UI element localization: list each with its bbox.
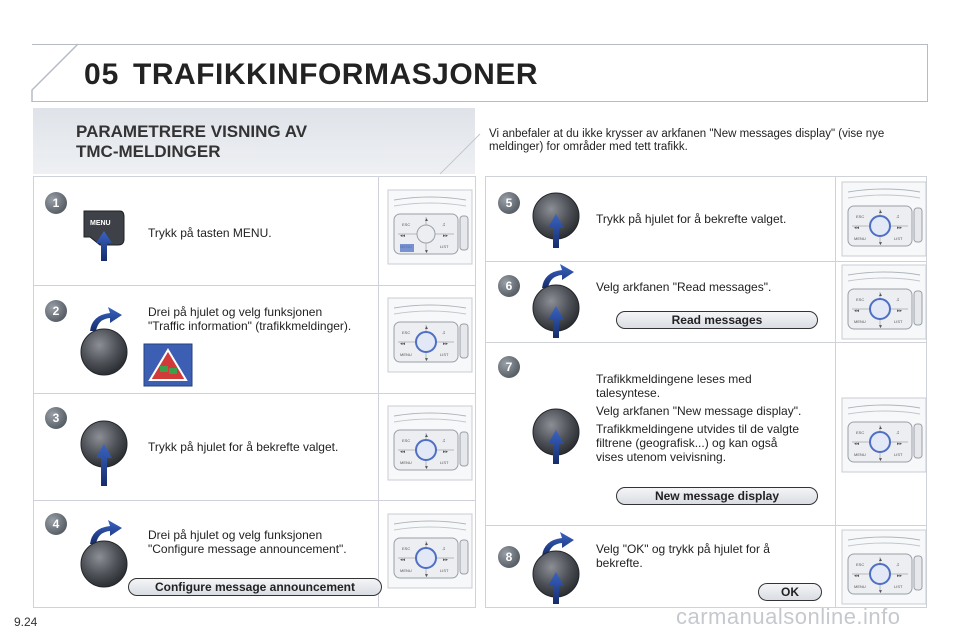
control-panel-illustration xyxy=(842,182,926,256)
knob-press-icon xyxy=(530,406,582,468)
knob-icon xyxy=(78,538,130,590)
chapter-number: 05 xyxy=(84,58,120,91)
control-panel-illustration xyxy=(842,398,926,472)
control-panel-illustration xyxy=(388,514,472,588)
knob-press-icon xyxy=(530,282,582,342)
configure-message-announcement-label: Configure message announcement xyxy=(128,578,382,596)
control-panel-illustration xyxy=(388,406,472,480)
knob-press-icon xyxy=(78,418,130,490)
left-column-divider xyxy=(378,176,379,608)
svg-text:MENU: MENU xyxy=(90,220,111,227)
intro-text: Vi anbefaler at du ikke krysser av arkfanen "New messages display" (vise nye meldinger) for områder med tett trafikk. xyxy=(489,128,885,153)
step-number-badge: 5 xyxy=(498,192,520,214)
control-panel-illustration xyxy=(842,265,926,339)
control-panel-illustration xyxy=(388,190,472,264)
watermark: carmanualsonline.info xyxy=(676,604,901,629)
read-messages-label: Read messages xyxy=(616,311,818,329)
knob-press-icon xyxy=(530,190,582,252)
control-panel-illustration xyxy=(842,530,926,604)
step-number-badge: 4 xyxy=(45,513,67,535)
new-message-display-label: New message display xyxy=(616,487,818,505)
knob-icon xyxy=(78,326,130,378)
traffic-info-icon xyxy=(144,344,192,386)
knob-press-icon xyxy=(530,548,582,608)
step-separator xyxy=(33,393,476,394)
step-separator xyxy=(33,285,476,286)
step-separator xyxy=(485,525,927,526)
step-separator xyxy=(485,342,927,343)
step-5-text: Trykk på hjulet for å bekrefte valget. xyxy=(596,212,787,226)
section-title: PARAMETRERE VISNING AV TMC-MELDINGER xyxy=(76,122,308,161)
step-3-text: Trykk på hjulet for å bekrefte valget. xyxy=(148,440,339,454)
step-6-text: Velg arkfanen "Read messages". xyxy=(596,280,772,294)
page-title: TRAFIKKINFORMASJONER xyxy=(133,58,538,91)
step-number-badge: 1 xyxy=(45,192,67,214)
section-divider xyxy=(0,0,960,200)
step-2-text: Drei på hjulet og velg funksjonen "Traffic information" (trafikkmeldinger). xyxy=(148,305,352,333)
step-7-text: Trafikkmeldingene leses med talesyntese. Velg arkfanen "New message display". Trafikkmeldingene utvides til de valgte filtrene (geografisk...) og kan også vises utenom veivisning. xyxy=(596,372,802,464)
step-1-text: Trykk på tasten MENU. xyxy=(148,226,272,240)
menu-key-icon xyxy=(80,207,128,263)
step-8-text: Velg "OK" og trykk på hjulet for å bekrefte. xyxy=(596,542,770,570)
control-panel-illustration xyxy=(388,298,472,372)
step-4-text: Drei på hjulet og velg funksjonen "Configure message announcement". xyxy=(148,528,347,556)
step-number-badge: 3 xyxy=(45,407,67,429)
step-number-badge: 2 xyxy=(45,300,67,322)
page-number: 9.24 xyxy=(14,615,38,629)
step-number-badge: 7 xyxy=(498,356,520,378)
right-column-divider xyxy=(835,176,836,608)
ok-label: OK xyxy=(758,583,822,601)
step-number-badge: 8 xyxy=(498,546,520,568)
step-separator xyxy=(33,500,476,501)
step-number-badge: 6 xyxy=(498,275,520,297)
